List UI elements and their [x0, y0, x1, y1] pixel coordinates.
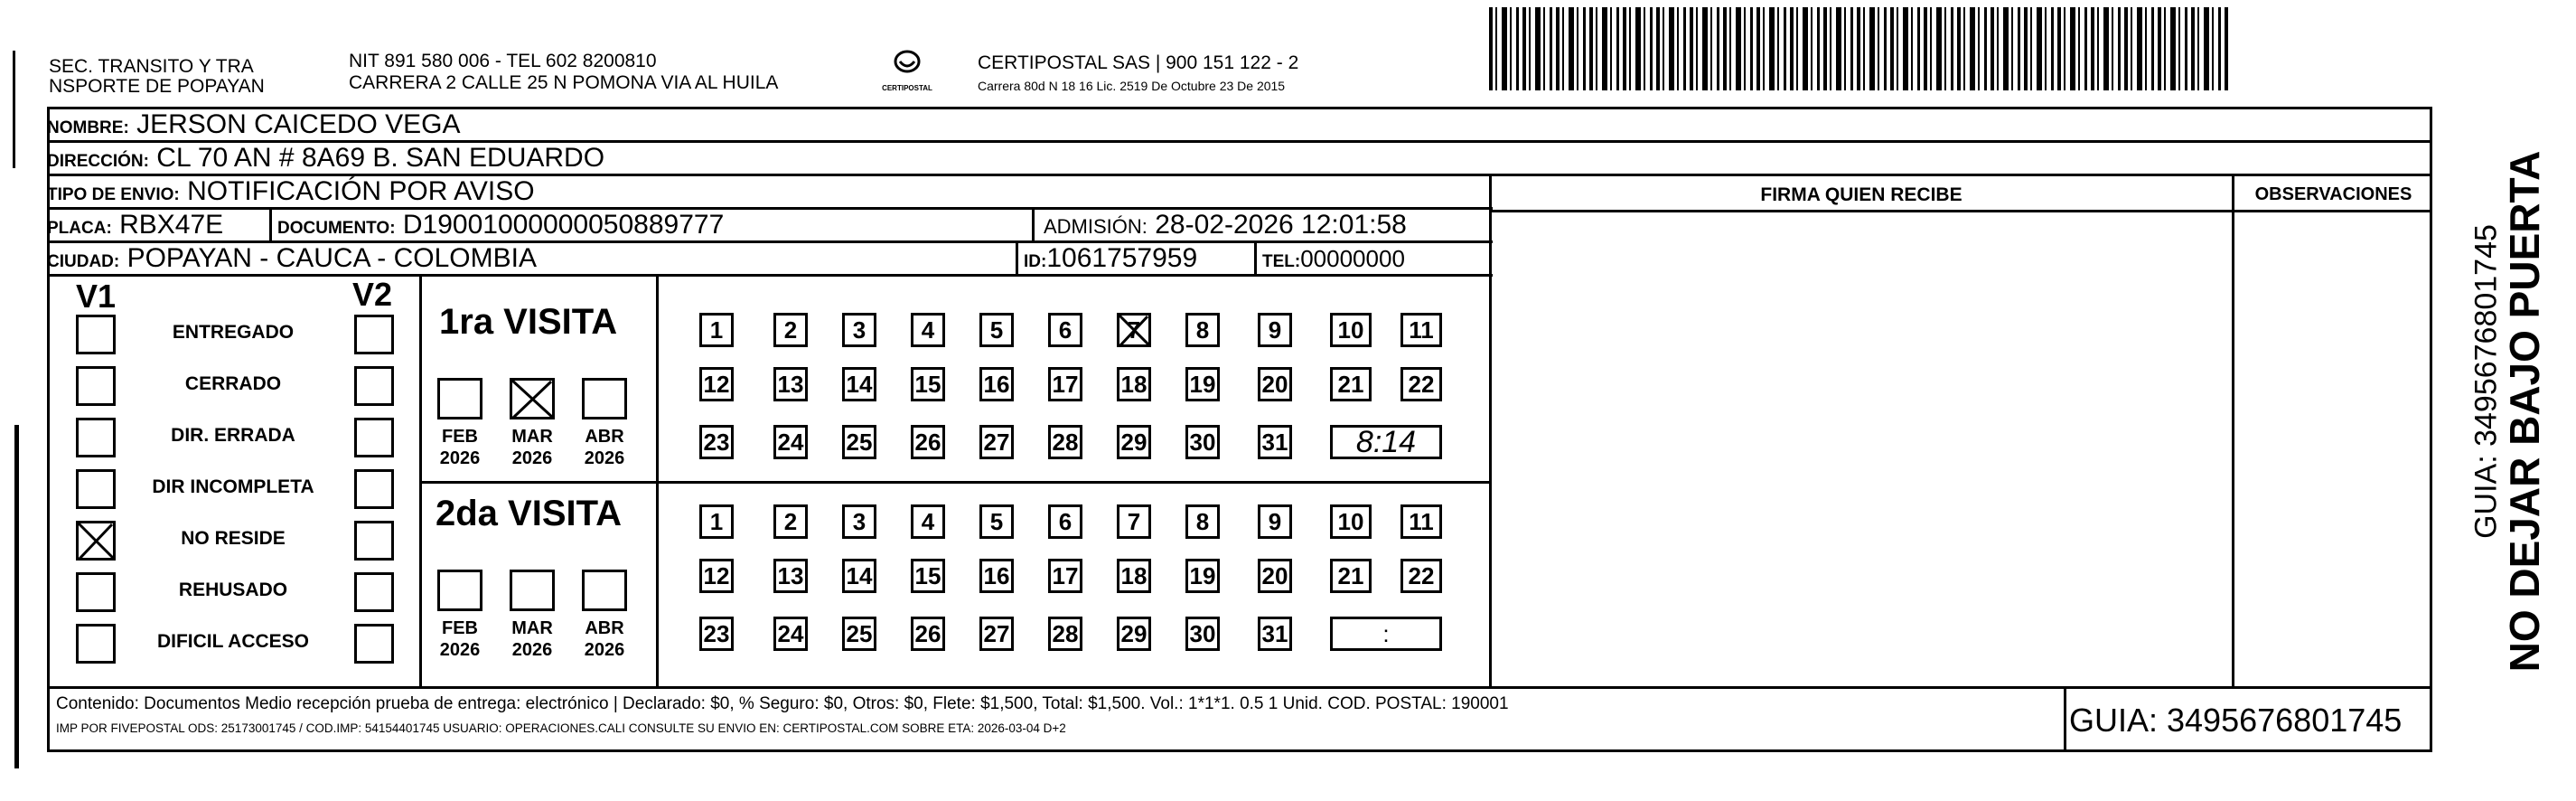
visit2-day-31[interactable]: 31: [1258, 617, 1292, 651]
visit2-year-feb-label: 2026: [439, 640, 481, 660]
visit2-day-10[interactable]: 10: [1330, 504, 1372, 539]
documento-value: D19001000000050889777: [402, 210, 725, 240]
status-label-entregado: ENTREGADO: [172, 322, 295, 343]
placa-row: PLACA: RBX47E: [47, 210, 1493, 243]
firma-header-line: [1489, 210, 2432, 212]
visit2-day-7[interactable]: 7: [1117, 504, 1151, 539]
visit2-month-feb-checkbox[interactable]: [437, 570, 482, 611]
company-sub: Carrera 80d N 18 16 Lic. 2519 De Octubre 23 De 2015: [978, 79, 1286, 93]
visit1-day-27[interactable]: 27: [979, 425, 1014, 459]
visit1-day-26[interactable]: 26: [911, 425, 945, 459]
v1-checkbox-cerrado[interactable]: [76, 366, 116, 406]
sender-line-2: NSPORTE DE POPAYAN: [49, 76, 265, 97]
visit1-year-mar-label: 2026: [511, 448, 553, 468]
status-label-dir-errada: DIR. ERRADA: [171, 425, 295, 446]
svg-text:CERTIPOSTAL: CERTIPOSTAL: [882, 84, 932, 92]
visit2-day-18[interactable]: 18: [1117, 559, 1151, 593]
visit1-title: 1ra VISITA: [439, 302, 618, 342]
visit2-day-27[interactable]: 27: [979, 617, 1014, 651]
visit1-day-12[interactable]: 12: [699, 367, 734, 401]
admision-value: 28-02-2026 12:01:58: [1155, 210, 1407, 240]
visit2-day-29[interactable]: 29: [1117, 617, 1151, 651]
direccion-row: DIRECCIÓN: CL 70 AN # 8A69 B. SAN EDUARDO: [47, 143, 2432, 176]
visit1-day-23[interactable]: 23: [699, 425, 734, 459]
visit2-day-21[interactable]: 21: [1330, 559, 1372, 593]
footer-guia: GUIA: 3495676801745: [2069, 702, 2403, 739]
visit1-day-13[interactable]: 13: [773, 367, 808, 401]
visit2-month-mar-label: MAR: [511, 618, 553, 638]
v1-checkbox-no-reside[interactable]: [76, 521, 116, 561]
visit2-day-11[interactable]: 11: [1400, 504, 1442, 539]
visit1-day-10[interactable]: 10: [1330, 313, 1372, 347]
id-cell: ID:1061757959: [1016, 243, 1197, 274]
tel-value: 00000000: [1300, 245, 1405, 272]
address-line: CARRERA 2 CALLE 25 N POMONA VIA AL HUILA: [349, 72, 779, 93]
nombre-row: NOMBRE: JERSON CAICEDO VEGA: [47, 109, 2432, 143]
visit-divider: [419, 481, 1489, 484]
visit2-day-23[interactable]: 23: [699, 617, 734, 651]
certipostal-logo: [875, 43, 940, 98]
visit2-day-6[interactable]: 6: [1048, 504, 1082, 539]
visit1-day-9[interactable]: 9: [1258, 313, 1292, 347]
visit2-year-abr-label: 2026: [584, 640, 625, 660]
v1-checkbox-dir-incompleta[interactable]: [76, 469, 116, 509]
visit1-day-22[interactable]: 22: [1400, 367, 1442, 401]
visit1-year-abr-label: 2026: [584, 448, 625, 468]
visit1-day-15[interactable]: 15: [911, 367, 945, 401]
status-label-rehusado: REHUSADO: [178, 580, 288, 600]
visit2-day-1[interactable]: 1: [699, 504, 734, 539]
visit1-month-feb-label: FEB: [442, 427, 478, 447]
visit1-day-11[interactable]: 11: [1400, 313, 1442, 347]
visit1-month-abr-checkbox[interactable]: [582, 378, 627, 419]
footer-line2: IMP POR FIVEPOSTAL ODS: 25173001745 / COD.IMP: 54154401745 USUARIO: OPERACIONES.CALI CONSULTE SU ENVIO EN: CERTIPOSTAL.COM SOBRE ETA: 2026-03-04 D+2: [56, 721, 1066, 735]
v2-checkbox-dificil-acceso[interactable]: [354, 624, 394, 664]
visit2-day-16[interactable]: 16: [979, 559, 1014, 593]
visit1-day-24[interactable]: 24: [773, 425, 808, 459]
nombre-value: JERSON CAICEDO VEGA: [136, 109, 461, 139]
status-label-dificil-acceso: DIFICIL ACCESO: [156, 631, 309, 652]
placa-value: RBX47E: [119, 210, 224, 240]
visit1-month-mar-label: MAR: [511, 427, 553, 447]
visit2-month-feb-label: FEB: [442, 618, 478, 638]
visit2-year-mar-label: 2026: [511, 640, 553, 660]
visit2-day-5[interactable]: 5: [979, 504, 1014, 539]
visit2-day-4[interactable]: 4: [911, 504, 945, 539]
obs-divider: [2232, 176, 2234, 686]
visit1-day-8[interactable]: 8: [1185, 313, 1220, 347]
visit2-day-3[interactable]: 3: [842, 504, 876, 539]
visit2-day-12[interactable]: 12: [699, 559, 734, 593]
visit1-month-feb-checkbox[interactable]: [437, 378, 482, 419]
v2-label: V2: [352, 276, 393, 313]
side-warning: NO DEJAR BAJO PUERTA: [2501, 150, 2548, 673]
side-guia: GUIA: 3495676801745: [2468, 224, 2504, 539]
visit1-day-3[interactable]: 3: [842, 313, 876, 347]
visit1-day-18[interactable]: 18: [1117, 367, 1151, 401]
visit2-day-9[interactable]: 9: [1258, 504, 1292, 539]
visit2-day-17[interactable]: 17: [1048, 559, 1082, 593]
v1-checkbox-dificil-acceso[interactable]: [76, 624, 116, 664]
visit1-day-29[interactable]: 29: [1117, 425, 1151, 459]
visit2-day-15[interactable]: 15: [911, 559, 945, 593]
visit1-day-25[interactable]: 25: [842, 425, 876, 459]
visit2-day-13[interactable]: 13: [773, 559, 808, 593]
v2-checkbox-cerrado[interactable]: [354, 366, 394, 406]
visit1-day-17[interactable]: 17: [1048, 367, 1082, 401]
visit2-day-28[interactable]: 28: [1048, 617, 1082, 651]
status-label-no-reside: NO RESIDE: [181, 528, 286, 549]
visit2-month-mar-checkbox[interactable]: [510, 570, 555, 611]
tipo-row: TIPO DE ENVIO: NOTIFICACIÓN POR AVISO: [47, 176, 1493, 210]
observaciones-header: OBSERVACIONES: [2254, 184, 2412, 204]
visit2-title: 2da VISITA: [436, 494, 622, 533]
admision-cell: ADMISIÓN: 28-02-2026 12:01:58: [1032, 210, 1407, 240]
margin-mark-bottom: [14, 425, 19, 768]
visit1-day-1[interactable]: 1: [699, 313, 734, 347]
visit2-month-abr-checkbox[interactable]: [582, 570, 627, 611]
visit1-day-21[interactable]: 21: [1330, 367, 1372, 401]
v2-checkbox-entregado[interactable]: [354, 315, 394, 354]
visit1-time-field[interactable]: 8:14: [1330, 425, 1442, 459]
visit1-day-31[interactable]: 31: [1258, 425, 1292, 459]
v1-label: V1: [76, 278, 117, 315]
tipo-value: NOTIFICACIÓN POR AVISO: [187, 176, 535, 206]
visit1-day-2[interactable]: 2: [773, 313, 808, 347]
visit2-day-20[interactable]: 20: [1258, 559, 1292, 593]
margin-mark-top: [13, 51, 15, 168]
visit1-month-abr-label: ABR: [585, 427, 624, 447]
nit-line: NIT 891 580 006 - TEL 602 8200810: [349, 51, 657, 71]
sender-line-1: SEC. TRANSITO Y TRA: [49, 56, 254, 77]
v2-checkbox-rehusado[interactable]: [354, 572, 394, 612]
status-label-cerrado: CERRADO: [184, 373, 282, 394]
status-label-dir-incompleta: DIR INCOMPLETA: [152, 476, 314, 497]
v1-checkbox-rehusado[interactable]: [76, 572, 116, 612]
visit2-day-26[interactable]: 26: [911, 617, 945, 651]
tel-cell: TEL:00000000: [1254, 243, 1405, 274]
firma-divider: [1489, 176, 1492, 686]
id-value: 1061757959: [1046, 243, 1198, 273]
visit1-day-16[interactable]: 16: [979, 367, 1014, 401]
company-line: CERTIPOSTAL SAS | 900 151 122 - 2: [978, 52, 1299, 73]
visit2-day-8[interactable]: 8: [1185, 504, 1220, 539]
visit2-day-2[interactable]: 2: [773, 504, 808, 539]
visit1-month-mar-checkbox[interactable]: [510, 378, 555, 419]
visit1-day-5[interactable]: 5: [979, 313, 1014, 347]
ciudad-value: POPAYAN - CAUCA - COLOMBIA: [126, 243, 537, 273]
ciudad-row: CIUDAD: POPAYAN - CAUCA - COLOMBIA: [47, 243, 1493, 277]
visit1-day-19[interactable]: 19: [1185, 367, 1220, 401]
visit2-day-24[interactable]: 24: [773, 617, 808, 651]
documento-cell: DOCUMENTO: D19001000000050889777: [269, 210, 724, 240]
visit2-day-25[interactable]: 25: [842, 617, 876, 651]
visit1-day-20[interactable]: 20: [1258, 367, 1292, 401]
visit1-day-4[interactable]: 4: [911, 313, 945, 347]
visit2-day-22[interactable]: 22: [1400, 559, 1442, 593]
v1-checkbox-entregado[interactable]: [76, 315, 116, 354]
v1-checkbox-dir-errada[interactable]: [76, 418, 116, 457]
direccion-value: CL 70 AN # 8A69 B. SAN EDUARDO: [156, 143, 605, 173]
visit2-month-abr-label: ABR: [585, 618, 624, 638]
visit1-year-feb-label: 2026: [439, 448, 481, 468]
visit2-day-14[interactable]: 14: [842, 559, 876, 593]
v2-checkbox-dir-incompleta[interactable]: [354, 469, 394, 509]
visit2-time-field[interactable]: :: [1330, 617, 1442, 651]
v2-checkbox-dir-errada[interactable]: [354, 418, 394, 457]
footer-top-line: [47, 686, 2432, 689]
visit1-day-14[interactable]: 14: [842, 367, 876, 401]
visit2-day-19[interactable]: 19: [1185, 559, 1220, 593]
visit1-day-28[interactable]: 28: [1048, 425, 1082, 459]
v2-checkbox-no-reside[interactable]: [354, 521, 394, 561]
visit1-day-30[interactable]: 30: [1185, 425, 1220, 459]
firma-header: FIRMA QUIEN RECIBE: [1760, 184, 1962, 205]
visit1-day-6[interactable]: 6: [1048, 313, 1082, 347]
barcode: [1489, 7, 2230, 90]
visit2-day-30[interactable]: 30: [1185, 617, 1220, 651]
visit1-day-7[interactable]: 7: [1117, 313, 1151, 347]
footer-line1: Contenido: Documentos Medio recepción prueba de entrega: electrónico | Declarado: $0, % Seguro: $0, Otros: $0, Flete: $1,500, Total: $1,500. Vol.: 1*1*1. 0.5 1 Unid. COD. POSTAL: 190001: [56, 694, 1509, 713]
footer-guia-divider: [2064, 686, 2066, 752]
